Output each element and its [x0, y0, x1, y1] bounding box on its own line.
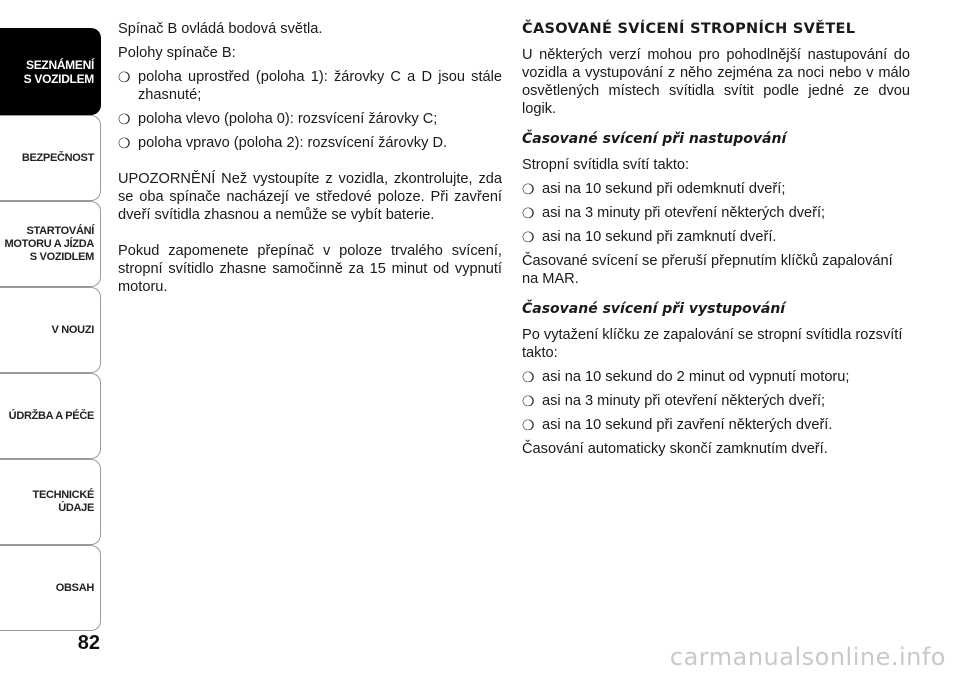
tab-label: STARTOVÁNÍ MOTORU A JÍZDA S VOZIDLEM	[4, 224, 94, 263]
list-item	[118, 68, 502, 104]
list-item-text: asi na 10 sekund při odemknutí dveří;	[542, 181, 786, 197]
list-item-text: poloha uprostřed (poloha 1): žárovky C a D jsou stále zhasnuté;	[138, 69, 502, 103]
tab-label: V NOUZI	[51, 323, 94, 336]
tab-label: TECHNICKÉ ÚDAJE	[32, 489, 94, 514]
bullet-list	[522, 180, 910, 246]
section-heading: ČASOVANÉ SVÍCENÍ STROPNÍCH SVĚTEL	[522, 21, 856, 37]
tab-bezpecnost[interactable]	[0, 115, 101, 201]
left-column	[118, 20, 502, 302]
tab-label: OBSAH	[55, 581, 94, 594]
paragraph: U některých verzí mohou pro pohodlnější nastupování do vozidla a vystupování z něho zejména za noci nebo v málo osvětlených místech svítidla svítit podle jedné ze dvou logik.	[522, 47, 910, 117]
paragraph: Stropní svítidla svítí takto:	[522, 157, 690, 173]
list-item	[522, 416, 910, 434]
watermark: carmanualsonline.info	[669, 643, 946, 671]
paragraph: Časované svícení se přeruší přepnutím klíčků zapalování na MAR.	[522, 253, 893, 287]
circle-bullet-icon: ❍	[118, 69, 131, 85]
circle-bullet-icon: ❍	[522, 205, 535, 221]
tab-startovani-motoru[interactable]	[0, 201, 101, 287]
list-item	[522, 228, 910, 246]
tab-label: ÚDRŽBA A PÉČE	[8, 409, 94, 422]
list-item-text: asi na 10 sekund do 2 minut od vypnutí motoru;	[542, 369, 850, 385]
paragraph: Spínač B ovládá bodová světla.	[118, 21, 323, 37]
list-item	[522, 368, 910, 386]
circle-bullet-icon: ❍	[522, 393, 535, 409]
list-item-text: asi na 10 sekund při zamknutí dveří.	[542, 229, 777, 245]
circle-bullet-icon: ❍	[118, 135, 131, 151]
tab-seznameni-s-vozidlem[interactable]	[0, 28, 101, 115]
list-item-text: asi na 3 minuty při otevření některých dveří;	[542, 205, 826, 221]
circle-bullet-icon: ❍	[522, 181, 535, 197]
paragraph: Polohy spínače B:	[118, 45, 236, 61]
list-item	[522, 392, 910, 410]
list-item	[522, 204, 910, 222]
list-item	[118, 110, 502, 128]
paragraph: Po vytažení klíčku ze zapalování se stropní svítidla rozsvítí takto:	[522, 327, 903, 361]
subsection-heading: Časované svícení při nastupování	[522, 131, 787, 147]
tab-label: SEZNÁMENÍ S VOZIDLEM	[23, 57, 94, 86]
circle-bullet-icon: ❍	[522, 369, 535, 385]
circle-bullet-icon: ❍	[118, 111, 131, 127]
subsection-heading: Časované svícení při vystupování	[522, 301, 786, 317]
tab-v-nouzi[interactable]	[0, 287, 101, 373]
list-item-text: asi na 3 minuty při otevření některých dveří;	[542, 393, 826, 409]
right-column	[522, 20, 910, 464]
bullet-list	[522, 368, 910, 434]
tab-obsah[interactable]	[0, 545, 101, 631]
warning-paragraph: UPOZORNĚNÍ Než vystoupíte z vozidla, zkontrolujte, zda se oba spínače nacházejí ve středové poloze. Při zavření dveří svítidla zhasnou a nemůže se vybít baterie.	[118, 171, 502, 223]
paragraph: Pokud zapomenete přepínač v poloze trvalého svícení, stropní svítidlo zhasne samočinně za 15 minut od vypnutí motoru.	[118, 243, 502, 295]
list-item-text: asi na 10 sekund při zavření některých dveří.	[542, 417, 833, 433]
paragraph: Časování automaticky skončí zamknutím dveří.	[522, 441, 828, 457]
circle-bullet-icon: ❍	[522, 417, 535, 433]
list-item	[522, 180, 910, 198]
list-item-text: poloha vpravo (poloha 2): rozsvícení žárovky D.	[138, 135, 448, 151]
circle-bullet-icon: ❍	[522, 229, 535, 245]
tab-label: BEZPEČNOST	[21, 151, 94, 164]
list-item	[118, 134, 502, 152]
list-item-text: poloha vlevo (poloha 0): rozsvícení žárovky C;	[138, 111, 438, 127]
tab-technicke-udaje[interactable]	[0, 459, 101, 545]
tab-udrzba-a-pece[interactable]	[0, 373, 101, 459]
bullet-list	[118, 68, 502, 152]
page-number: 82	[77, 632, 100, 654]
